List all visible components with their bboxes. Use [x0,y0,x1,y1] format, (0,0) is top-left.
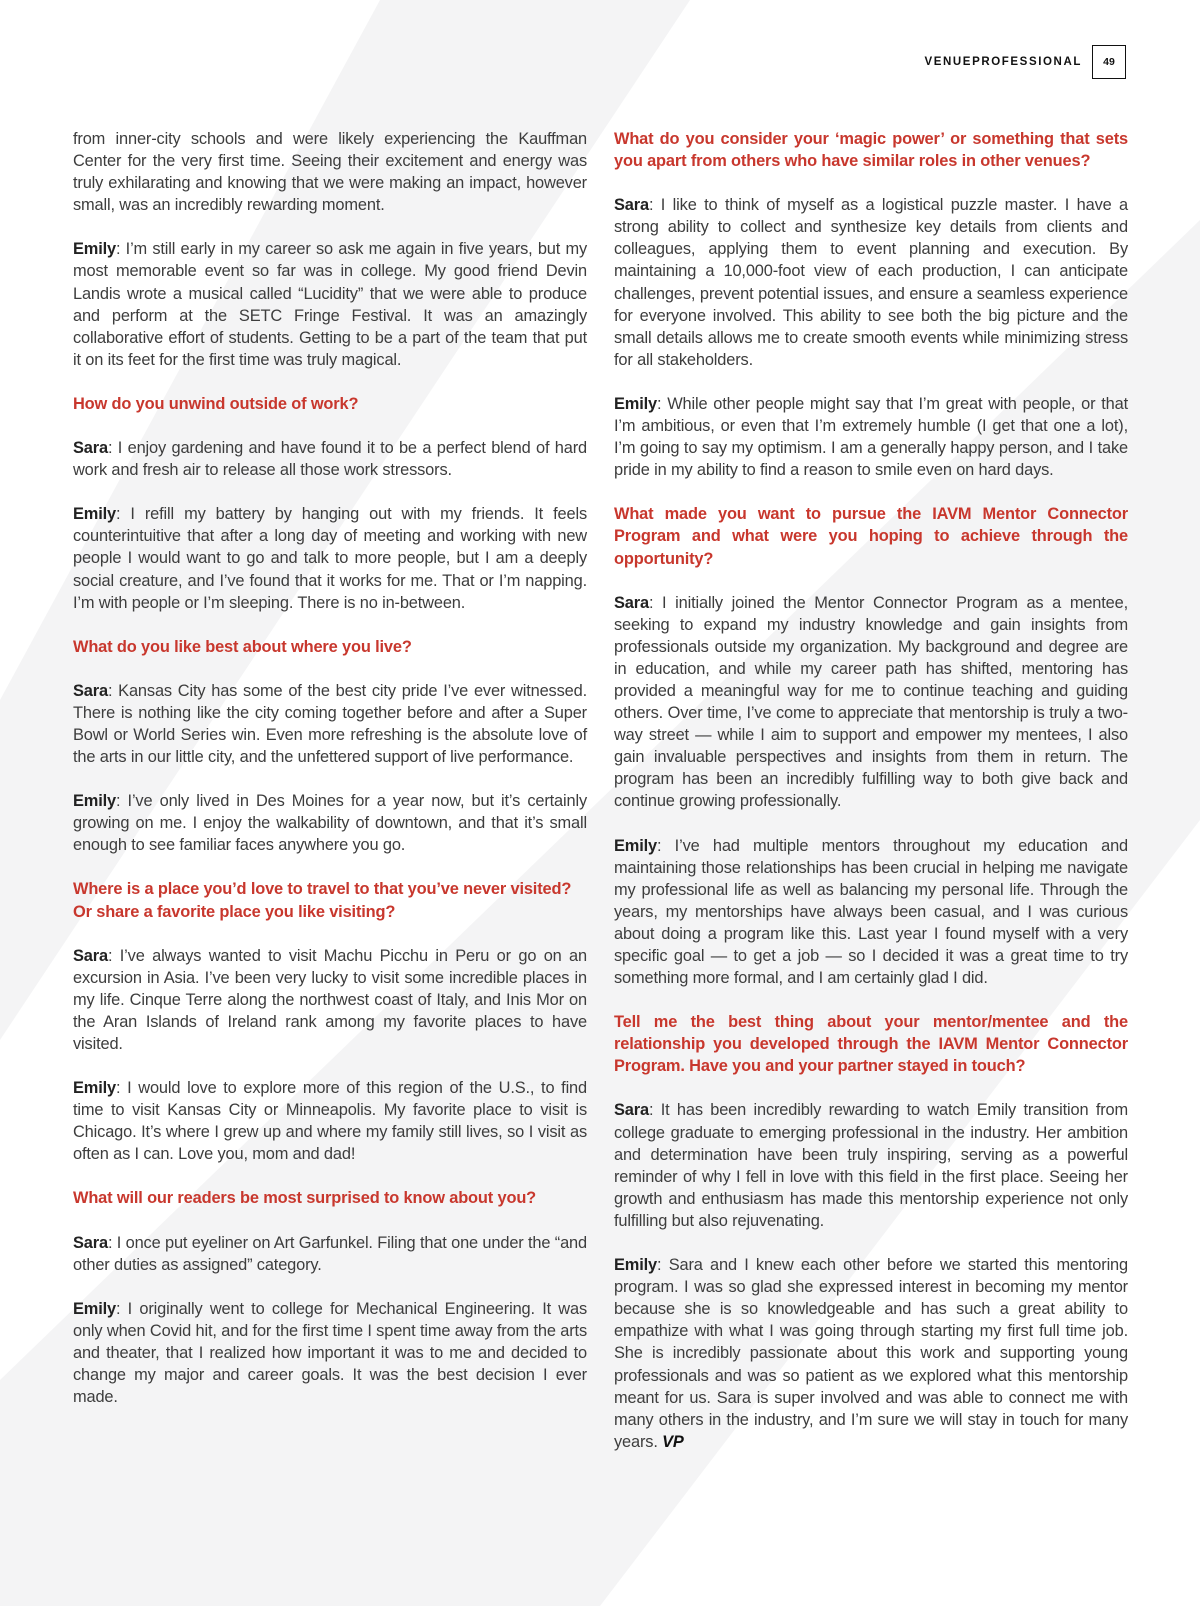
speaker-name: Sara [73,1233,108,1252]
speaker-name: Emily [73,1299,116,1318]
answer-text: : Sara and I knew each other before we started this mentoring program. I was so glad she expressed interest in becoming my mentor because she is so knowledgeable and has such a great ability to empathize with what I was going through starting my first full time job. She is incredibly passionate about this work and supporting young professionals and was so patient as we explored what this mentorship meant for us. Sara is super involved and was able to connect me with many others in the industry, and I’m sure we will stay in touch for many years. [614,1256,1128,1451]
speaker-name: Emily [614,836,657,855]
speaker-name: Sara [73,681,108,700]
answer-text: : I’ve always wanted to visit Machu Picchu in Peru or go on an excursion in Asia. I’ve been very lucky to visit some incredible places in my life. Cinque Terre along the northwest coast of Italy, and Inis Mor on the Aran Islands of Ireland rank among my favorite places to have visited. [73,946,587,1053]
speaker-name: Sara [614,1101,649,1120]
answer-text: : It has been incredibly rewarding to watch Emily transition from college graduate to emerging professional in the industry. Her ambition and determination have been truly inspiring, serving as a powerful reminder of why I fell in love with this field in the first place. Seeing her growth and enthusiasm has made this mentorship experience not only fulfilling but also rejuvenating. [614,1101,1128,1230]
answer-paragraph [614,393,1128,481]
answer-text: : I’m still early in my career so ask me again in five years, but my most memorable event so far was in college. My good friend Devin Landis wrote a musical called “Lucidity” that we were able to produce and perform at the SETC Fringe Festival. It was an amazingly collaborative effort of students. Getting to be a part of the team that put it on its feet for the first time was truly magical. [73,240,587,369]
answer-text: : I like to think of myself as a logistical puzzle master. I have a strong ability to collect and synthesize key details from clients and colleagues, applying them to event planning and execution. By maintaining a 10,000-foot view of each production, I can anticipate challenges, prevent potential issues, and ensure a seamless experience for everyone involved. This ability to see both the big picture and the small details allows me to create smooth events while minimizing stress for all stakeholders. [614,196,1128,369]
answer-paragraph [614,1254,1128,1453]
answer-text: : I initially joined the Mentor Connector Program as a mentee, seeking to expand my industry knowledge and gain insights from professionals outside my organization. My background and degree are in education, and while my career path has shifted, mentoring has provided a meaningful way for me to continue teaching and guiding others. Over time, I’ve come to appreciate that mentorship is truly a two-way street — while I aim to support and empower my mentees, I also gain invaluable perspectives and insights from them in return. The program has been an incredibly fulfilling way to both give back and continue growing professionally. [614,593,1128,811]
answer-paragraph [73,790,587,856]
speaker-name: Sara [73,439,108,458]
answer-paragraph [73,1298,587,1408]
answer-text: : I would love to explore more of this region of the U.S., to find time to visit Kansas City or Minneapolis. My favorite place to visit is Chicago. It’s where I grew up and where my family still lives, so I visit as often as I can. Love you, mom and dad! [73,1079,587,1164]
speaker-name: Emily [73,240,116,259]
speaker-name: Sara [614,593,649,612]
page-number: 49 [1092,45,1126,79]
answer-paragraph [73,238,587,371]
answer-paragraph [73,945,587,1055]
interview-question: How do you unwind outside of work? [73,394,359,413]
end-mark: VP [662,1432,684,1451]
speaker-name: Sara [614,196,649,215]
brand-bold: VENUE [924,56,973,68]
answer-text: : I originally went to college for Mechanical Engineering. It was only when Covid hit, and for the first time I spent time away from the arts and theater, that I realized how important it was to me and decided to change my major and career goals. It was the best decision I ever made. [73,1299,587,1407]
answer-text: from inner-city schools and were likely experiencing the Kauffman Center for the very first time. Seeing their excitement and energy was truly exhilarating and knowing that we were making an impact, however small, was an incredibly rewarding moment. [73,130,587,215]
answer-paragraph [73,128,587,216]
answer-text: : I enjoy gardening and have found it to be a perfect blend of hard work and fresh air to release all those work stressors. [73,439,587,480]
answer-paragraph [614,1099,1128,1232]
answer-text: : I’ve had multiple mentors throughout my education and maintaining those relationships has been crucial in helping me navigate my professional life as well as balancing my personal life. Through the years, my mentorships have always been casual, and I was curious about doing a program like this. Last year I found myself with a very specific goal — to get a job — so I decided it was a great time to try something more formal, and I am certainly glad I did. [614,836,1128,988]
answer-paragraph [73,680,587,768]
answer-text: : While other people might say that I’m great with people, or that I’m ambitious, or even that I’m extremely humble (I get that one a lot), I’m going to say my optimism. I am a generally happy person, and I take pride in my ability to find a reason to smile even on hard days. [614,394,1128,480]
answer-paragraph [614,194,1128,371]
interview-question: What made you want to pursue the IAVM Mentor Connector Program and what were you hoping to achieve through the opportunity? [614,505,1128,568]
interview-question: Where is a place you’d love to travel to that you’ve never visited? Or share a favorite place you like visiting? [73,880,572,921]
answer-text: : I once put eyeliner on Art Garfunkel. Filing that one under the “and other duties as assigned” category. [73,1233,587,1274]
page-header [924,44,1126,80]
right-column [614,128,1128,1475]
speaker-name: Sara [73,946,108,965]
interview-question: What do you consider your ‘magic power’ or something that sets you apart from others who have similar roles in other venues? [614,130,1128,171]
speaker-name: Emily [73,505,116,524]
publication-name [924,56,1082,68]
interview-question: Tell me the best thing about your mentor/mentee and the relationship you developed through the IAVM Mentor Connector Program. Have you and your partner stayed in touch? [614,1013,1128,1076]
answer-paragraph [614,835,1128,990]
speaker-name: Emily [73,1079,116,1098]
speaker-name: Emily [73,792,116,811]
left-column [73,128,587,1430]
answer-paragraph [73,1232,587,1276]
answer-paragraph [73,437,587,481]
speaker-name: Emily [614,394,657,413]
answer-text: : I refill my battery by hanging out with my friends. It feels counterintuitive that after a long day of meeting and working with new people I would want to go and talk to more people, but I am a deeply social creature, and I’ve found that it works for me. That or I’m napping. I’m with people or I’m sleeping. There is no in-between. [73,505,587,612]
brand-rest: PROFESSIONAL [972,56,1082,68]
answer-paragraph [73,1077,587,1165]
answer-paragraph [73,503,587,613]
answer-text: : I’ve only lived in Des Moines for a year now, but it’s certainly growing on me. I enjoy the walkability of downtown, and that it’s small enough to see familiar faces anywhere you go. [73,792,587,855]
answer-paragraph [614,592,1128,813]
speaker-name: Emily [614,1256,657,1275]
interview-question: What will our readers be most surprised to know about you? [73,1189,537,1208]
interview-question: What do you like best about where you live? [73,637,412,656]
answer-text: : Kansas City has some of the best city pride I’ve ever witnessed. There is nothing like the city coming together before and after a Super Bowl or World Series win. Even more refreshing is the absolute love of the arts in our little city, and the unfettered support of live performance. [73,681,587,767]
